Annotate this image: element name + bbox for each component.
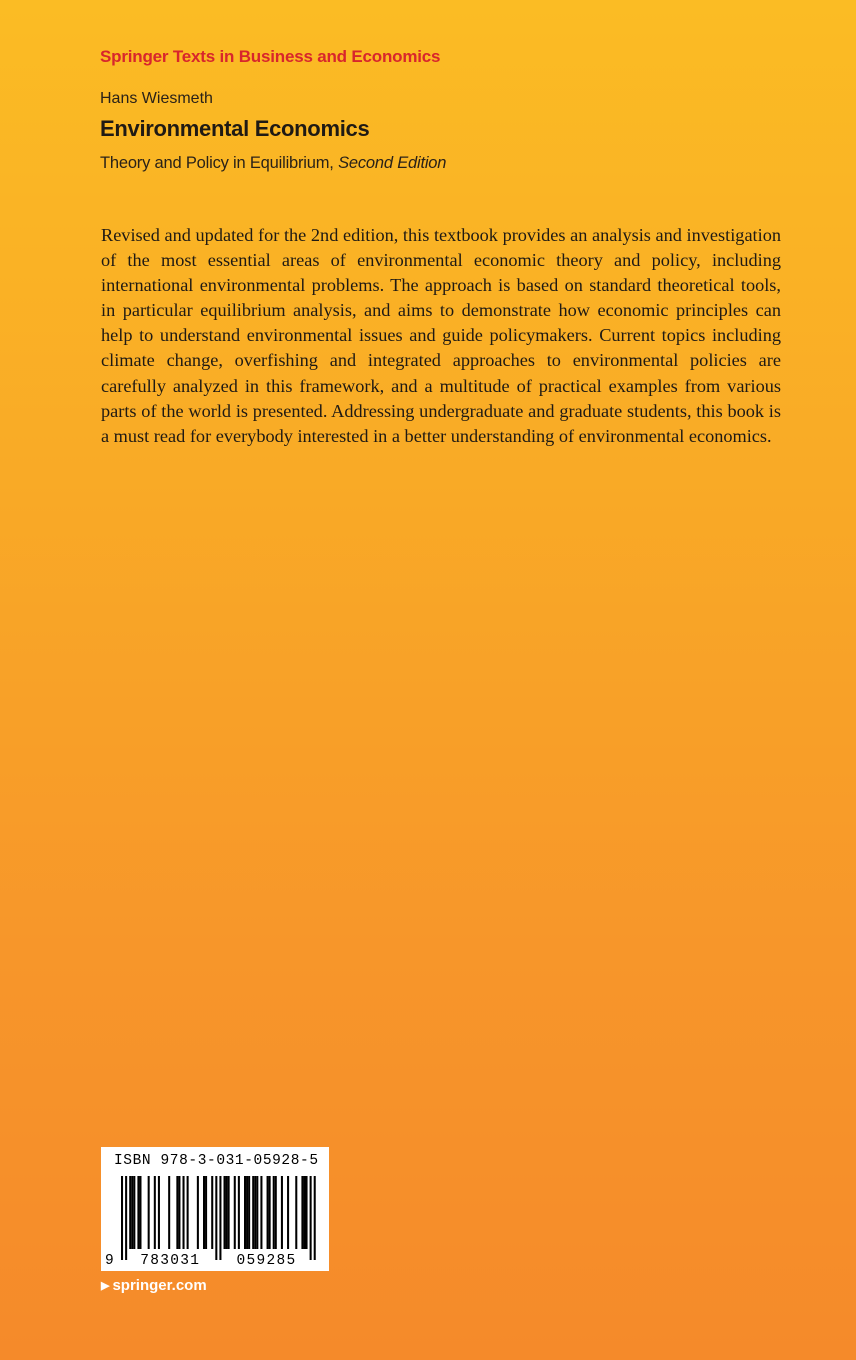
barcode-guard-bar: [219, 1176, 221, 1260]
barcode-bar: [256, 1176, 258, 1249]
barcode-bar: [197, 1176, 199, 1249]
barcode-guard-bar: [215, 1176, 217, 1260]
barcode-bar: [306, 1176, 308, 1249]
isbn-barcode: [101, 1147, 329, 1271]
barcode-bar: [137, 1176, 139, 1249]
barcode-digits: 9: [105, 1253, 116, 1269]
barcode-bar: [168, 1176, 170, 1249]
publisher-link[interactable]: [101, 1277, 207, 1294]
barcode-bar: [269, 1176, 271, 1249]
barcode-bar: [238, 1176, 240, 1249]
barcode-bar: [303, 1176, 305, 1249]
barcode-bar: [234, 1176, 236, 1249]
barcode-bar: [228, 1176, 230, 1249]
barcode-bar: [139, 1176, 141, 1249]
publisher-link-text: springer.com: [112, 1277, 207, 1294]
barcode-digits: 783031: [140, 1253, 201, 1269]
barcode-bar: [301, 1176, 303, 1249]
barcode-guard-bar: [314, 1176, 316, 1260]
book-title: Environmental Economics: [100, 116, 370, 141]
book-subtitle: [100, 154, 446, 173]
barcode-bar: [205, 1176, 207, 1249]
barcode-bar: [178, 1176, 180, 1249]
back-cover-blurb: Revised and updated for the 2nd edition, this textbook provides an analysis and investigation of the most essential areas of environmental economic theory and policy, including international environmental problems. The approach is based on standard theoretical tools, in particular equilibrium analysis, and aims to demonstrate how economic principles can help to understand environmental issues and guide policymakers. Current topics including climate change, overfishing and integrated approaches to environmental policies are carefully analyzed in this framework, and a multitude of practical examples from various parts of the world is presented. Addressing undergraduate and graduate students, this book is a must read for everybody interested in a better understanding of environmental economics.: [101, 225, 781, 446]
barcode-bar: [129, 1176, 131, 1249]
barcode-bar: [224, 1176, 226, 1249]
barcode-bar: [203, 1176, 205, 1249]
barcode-guard-bar: [125, 1176, 127, 1260]
barcode-guard-bar: [310, 1176, 312, 1260]
barcode-bar: [295, 1176, 297, 1249]
barcode-guard-bar: [121, 1176, 123, 1260]
barcode-bar: [248, 1176, 250, 1249]
subtitle-main: Theory and Policy in Equilibrium,: [100, 154, 339, 172]
barcode-bar: [254, 1176, 256, 1249]
barcode-bar: [252, 1176, 254, 1249]
barcode-bar: [246, 1176, 248, 1249]
barcode-bar: [158, 1176, 160, 1249]
barcode-bar: [176, 1176, 178, 1249]
barcode-bar: [281, 1176, 283, 1249]
isbn-label: ISBN 978-3-031-05928-5: [114, 1153, 319, 1169]
series-name: Springer Texts in Business and Economics: [100, 47, 441, 66]
author-name: Hans Wiesmeth: [100, 90, 213, 107]
subtitle-edition: Second Edition: [338, 154, 447, 172]
barcode-bar: [133, 1176, 135, 1249]
barcode-bar: [287, 1176, 289, 1249]
barcode-bar: [131, 1176, 133, 1249]
arrow-right-icon: ▶: [101, 1280, 110, 1292]
barcode-digits: 059285: [236, 1253, 297, 1269]
barcode-bar: [275, 1176, 277, 1249]
barcode-bar: [267, 1176, 269, 1249]
barcode-bar: [211, 1176, 213, 1249]
barcode-bar: [244, 1176, 246, 1249]
barcode-bar: [260, 1176, 262, 1249]
barcode-bar: [148, 1176, 150, 1249]
barcode-graphic: [101, 1147, 329, 1271]
barcode-bar: [187, 1176, 189, 1249]
barcode-bar: [226, 1176, 228, 1249]
barcode-bar: [183, 1176, 185, 1249]
barcode-bar: [154, 1176, 156, 1249]
barcode-bar: [273, 1176, 275, 1249]
